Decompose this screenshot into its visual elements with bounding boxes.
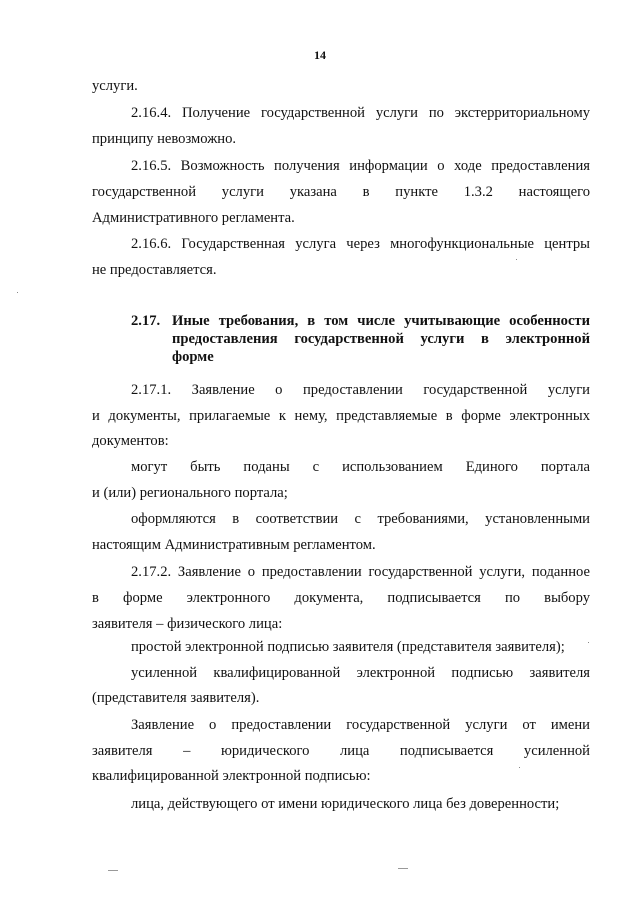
- text-line: (представителя заявителя).: [92, 690, 260, 706]
- paragraph-text: Заявление о предоставлении государственной услуги от имени: [131, 717, 590, 733]
- page-number: 14: [314, 48, 326, 62]
- text-line: квалифицированной электронной подписью:: [92, 768, 371, 784]
- scan-speck: [398, 868, 408, 869]
- scan-speck: [108, 870, 118, 871]
- text-line: в форме электронного документа, подписывается по выбору: [92, 590, 590, 606]
- paragraph-2-16-5: 2.16.5. Возможность получения информации о ходе предоставления: [131, 158, 590, 174]
- scan-speck: [588, 642, 589, 643]
- text-line: документов:: [92, 433, 169, 449]
- scan-speck: [519, 767, 520, 768]
- paragraph-2-17-2: 2.17.2. Заявление о предоставлении государственной услуги, поданное: [131, 564, 590, 580]
- text-line: заявителя – юридического лица подписывается усиленной: [92, 743, 590, 759]
- text-line: и документы, прилагаемые к нему, представляемые в форме электронных: [92, 408, 590, 424]
- heading-line: форме: [172, 349, 214, 365]
- paragraph-2-16-6: 2.16.6. Государственная услуга через многофункциональные центры: [131, 236, 590, 252]
- heading-number: 2.17.: [131, 313, 161, 329]
- list-item: простой электронной подписью заявителя (представителя заявителя);: [131, 639, 565, 655]
- text-line: не предоставляется.: [92, 262, 217, 278]
- scan-speck: [17, 292, 18, 293]
- text-line: настоящим Административным регламентом.: [92, 537, 376, 553]
- text-line: заявителя – физического лица:: [92, 616, 283, 632]
- text-line: Административного регламента.: [92, 210, 295, 226]
- paragraph-2-16-4: 2.16.4. Получение государственной услуги по экстерриториальному: [131, 105, 590, 121]
- list-item: оформляются в соответствии с требованиями, установленными: [131, 511, 590, 527]
- list-item: лица, действующего от имени юридического лица без доверенности;: [131, 796, 560, 812]
- heading-line: предоставления государственной услуги в электронной: [172, 331, 590, 347]
- list-item: могут быть поданы с использованием Единого портала: [131, 459, 590, 475]
- scan-speck: [516, 259, 517, 260]
- text-line: государственной услуги указана в пункте 1.3.2 настоящего: [92, 184, 590, 200]
- heading-line: Иные требования, в том числе учитывающие особенности: [172, 313, 590, 329]
- text-line: и (или) регионального портала;: [92, 485, 288, 501]
- text-line: принципу невозможно.: [92, 131, 237, 147]
- paragraph-2-17-1: 2.17.1. Заявление о предоставлении государственной услуги: [131, 382, 590, 398]
- text-line: услуги.: [92, 78, 138, 94]
- list-item: усиленной квалифицированной электронной подписью заявителя: [131, 665, 590, 681]
